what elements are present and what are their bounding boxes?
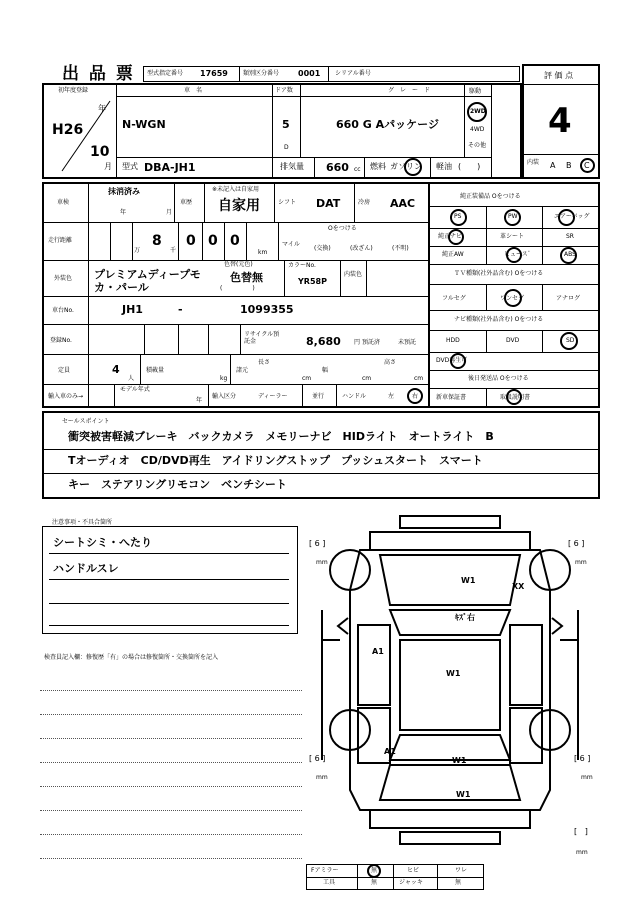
dim-height: 高さ (384, 359, 397, 366)
tire-fl-value: 6 (314, 539, 320, 548)
equip-aw: 純正AW (442, 251, 464, 258)
mark-xx-front-right: XX (512, 582, 525, 591)
tire-fl-unit: mm (316, 559, 328, 566)
nav-hdd: HDD (446, 337, 460, 344)
ac-label: 冷房 (358, 199, 371, 206)
class-no-value: 0001 (298, 69, 321, 78)
nav-label: ナビ種類(社外品含む) Oをつける (454, 316, 544, 323)
model-value: DBA-JH1 (144, 161, 196, 174)
fuel-circle (404, 158, 422, 176)
ac-value: AAC (390, 197, 416, 210)
drive-2wd: 2WD (470, 108, 486, 115)
tire-fr-value: 6 (573, 539, 579, 548)
sales-line-1: 衝突被害軽減ブレーキ バックカメラ メモリーナビ HIDライト オートライト B (68, 430, 494, 443)
first-reg-month: 10 (90, 144, 110, 160)
doors-label: ドア数 (275, 87, 293, 94)
serial-cell (328, 66, 520, 82)
tire-rr-value: 6 (579, 754, 585, 763)
fuel-label: 燃料 (370, 162, 386, 171)
inspection-year-unit: 年 (120, 209, 127, 216)
form-title: 出 品 票 (62, 64, 135, 84)
score-value: 4 (548, 101, 572, 141)
chassis-no: 1099355 (240, 303, 294, 316)
diesel-label: 軽油 (436, 162, 452, 171)
type-no-label: 型式指定番号 (147, 70, 184, 77)
equip-fuse: ヒュース゛ (504, 251, 534, 258)
after-manual-circle (506, 389, 522, 405)
tv-fullseg: フルセグ (442, 295, 466, 302)
tv-oneseg-circle (504, 289, 522, 307)
equip-airbag: エアーバッグ (554, 213, 590, 220)
mark-w1-bumper: W1 (456, 790, 471, 799)
nav-dvd-play-circle (450, 353, 466, 369)
mark-a1-left-front: A1 (372, 647, 384, 656)
color-change-label: 色替(元色) (224, 261, 253, 268)
equip-abs: ABS (564, 251, 576, 258)
dims-label: 諸元 (236, 367, 249, 374)
handle-left: 左 (388, 393, 395, 400)
equip-navi-circle (448, 229, 464, 245)
tire-spare: [ ] (574, 827, 588, 836)
drive-4wd: 4WD (470, 126, 485, 133)
usage-note: ※未記入は自家用 (212, 186, 260, 193)
sales-line-3: キー ステアリングリモコン ベンチシート (68, 478, 287, 491)
tire-fl: [ 6 ] (309, 539, 326, 548)
footer-mirror-value: 無 (371, 867, 378, 874)
class-no-label: 類別区分番号 (243, 70, 280, 77)
dim-length-unit: cm (302, 375, 312, 382)
sales-line-2: Tオーディオ CD/DVD再生 アイドリングストップ プッシュスタート スマート (68, 454, 483, 467)
recycle-label: リサイクル預託金 (244, 331, 280, 345)
meter-opt-exchange: (交換) (314, 245, 331, 252)
type-no-cell (143, 66, 240, 82)
footer-mirror-label: Fアミラー (311, 867, 339, 874)
tv-label: ＴＶ種類(社外品含む) Oをつける (454, 270, 544, 277)
interior-c-circle (580, 158, 595, 173)
serial-label: シリアル番号 (335, 70, 371, 77)
equip-navi: 純正ナビ (438, 233, 463, 240)
tire-rr: [ 6 ] (574, 754, 591, 763)
mileage-digit-3: 0 (230, 233, 240, 249)
interior-c: C (584, 161, 590, 170)
recycle-value: 8,680 (306, 335, 341, 348)
import-dealer: ディーラー (258, 393, 288, 400)
model-label: 型式 (122, 162, 138, 171)
equip-ps: PS (454, 213, 462, 220)
mark-w1-rear: W1 (452, 756, 467, 765)
mark-a1-left-rear: A1 (384, 747, 396, 756)
mileage-digit-2: 0 (208, 233, 218, 249)
sales-label: セールスポイント (62, 418, 110, 425)
after-label: 後日発送品 Oをつける (468, 375, 529, 382)
seats-unit: 人 (128, 375, 135, 382)
notes-box (42, 526, 298, 634)
usage-value: 自家用 (218, 198, 260, 214)
nav-sd: SD (566, 337, 575, 344)
notes-label: 注意事項・不具合箇所 (52, 519, 113, 526)
genuine-label: 純正装備品 Oをつける (460, 193, 521, 200)
interior-b: B (566, 161, 572, 170)
equip-pw: PW (508, 213, 518, 220)
color-change-paren: ( ) (220, 285, 255, 292)
score-box (522, 64, 600, 179)
after-warranty: 新車保証書 (436, 394, 467, 401)
mark-w1-front: W1 (461, 576, 476, 585)
mileage-unit-man: 万 (134, 247, 141, 254)
displacement-value: 660 (326, 161, 349, 174)
inspector-label: 検査員記入欄：修復歴「有」の場合は修復箇所・交換箇所を記入 (44, 654, 219, 661)
load-unit: kg (220, 375, 228, 382)
interior-color-label: 内装色 (344, 271, 363, 278)
equip-fuse-circle (506, 247, 522, 263)
car-name-label: 車 名 (184, 87, 203, 94)
equip-abs-circle (560, 247, 577, 264)
mileage-label: 走行距離 (48, 237, 73, 244)
mark-scratch-right: ｷｽﾞ右 (455, 613, 475, 622)
load-label: 積載量 (146, 367, 165, 374)
mileage-unit-km: km (258, 249, 268, 256)
footer-jack-label: ジャッキ (399, 879, 423, 886)
dim-width-unit: cm (362, 375, 372, 382)
note-line-1: シートシミ・へたり (53, 536, 152, 549)
drive-label: 駆動 (469, 88, 482, 95)
import-only-label: 輸入車のみ→ (48, 393, 84, 400)
fuel-value: ガソリン (390, 162, 422, 171)
drive-other: その他 (468, 142, 487, 149)
year-unit: 年 (98, 104, 106, 113)
tire-rr-unit: mm (581, 774, 593, 781)
diesel-paren: ( ) (458, 162, 481, 171)
seats-value: 4 (112, 363, 120, 376)
inspection-label: 車検 (57, 199, 70, 206)
tire-fr-unit: mm (575, 559, 587, 566)
footer-table (306, 864, 484, 890)
grade-label: グ レ ー ド (388, 87, 431, 94)
nav-sd-circle (560, 332, 578, 350)
model-year-label: モデル年式 (120, 386, 150, 393)
equip-pw-circle (504, 209, 521, 226)
displacement-unit: cc (354, 166, 361, 173)
equip-sr: SR (566, 233, 574, 240)
dim-height-unit: cm (414, 375, 424, 382)
shift-value: DAT (316, 197, 341, 210)
import-parallel: 並行 (312, 393, 325, 400)
recycle-not-deposited: 未預託 (398, 339, 417, 346)
type-no-value: 17659 (200, 69, 228, 78)
doors-value: 5 (282, 118, 290, 131)
tv-oneseg: ワンセグ (500, 295, 525, 302)
meter-note: Oをつける (328, 225, 357, 232)
tire-rl: [ 6 ] (309, 754, 326, 763)
car-info-box (42, 83, 522, 179)
interior-label: 内装 (527, 159, 540, 166)
recycle-unit: 円 (354, 339, 361, 346)
doors-d: D (284, 144, 289, 151)
color-value: プレミアムディープモ カ・パール (94, 268, 201, 295)
equip-ps-circle (450, 209, 467, 226)
color-no-value: YR58P (298, 277, 327, 286)
color-label: 外装色 (54, 275, 73, 282)
import-class-label: 輸入区分 (212, 393, 237, 400)
inspection-value: 抹消済み (108, 187, 140, 196)
grade-value: 660 G Aパッケージ (336, 118, 439, 131)
nav-dvd-play: DVD再生可 (436, 357, 468, 364)
score-label: 評 価 点 (544, 71, 574, 80)
footer-tools-value: 無 (371, 879, 378, 886)
note-line-2: ハンドルスレ (53, 562, 119, 575)
car-name: N-WGN (122, 118, 166, 131)
model-year-unit: 年 (196, 397, 203, 404)
after-manual: 取扱説明書 (500, 394, 531, 401)
month-unit: 月 (104, 162, 112, 171)
handle-right-circle (407, 388, 423, 404)
footer-jack-value: 無 (455, 879, 462, 886)
dim-length: 長さ (258, 359, 271, 366)
reg-no-label: 登録No. (50, 337, 72, 344)
mileage-digit-1: 0 (186, 233, 196, 249)
tv-analog: アナログ (556, 295, 581, 302)
displacement-label: 排気量 (280, 162, 304, 171)
equip-airbag-circle (558, 209, 575, 226)
tire-spare-unit: mm (576, 849, 588, 856)
car-damage-diagram (300, 510, 600, 860)
color-no-label: カラーNo. (288, 262, 316, 269)
equip-leather: 革シート (500, 233, 525, 240)
handle-label: ハンドル (342, 393, 367, 400)
handle-right: 右 (412, 393, 419, 400)
footer-tools-label: 工具 (323, 879, 336, 886)
tire-rl-unit: mm (316, 774, 328, 781)
mark-w1-roof: W1 (446, 669, 461, 678)
first-reg-year: H26 (52, 122, 84, 138)
inspection-month-unit: 月 (166, 209, 173, 216)
nav-dvd: DVD (506, 337, 520, 344)
usage-label: 車歴 (180, 199, 193, 206)
meter-opt-unknown: (不明) (392, 245, 409, 252)
footer-crack-label: ヒビ (407, 867, 420, 874)
shift-label: シフト (278, 199, 297, 206)
tire-fr: [ 6 ] (568, 539, 585, 548)
mileage-man: 8 (152, 233, 162, 249)
chassis-prefix: JH1 (122, 303, 143, 316)
mileage-unit-sen: 千 (170, 247, 177, 254)
class-no-cell (239, 66, 329, 82)
drive-2wd-circle (467, 102, 487, 122)
recycle-deposited: 預託済 (362, 339, 381, 346)
details-box (42, 182, 430, 408)
chassis-dash: - (178, 303, 183, 316)
meter-label: マイル (282, 241, 300, 248)
equipment-box (428, 182, 600, 408)
dim-width: 幅 (322, 367, 329, 374)
seats-label: 定員 (58, 367, 71, 374)
first-reg-label: 初年度登録 (58, 87, 89, 94)
interior-a: A (550, 161, 556, 170)
footer-mirror-circle (367, 864, 381, 878)
sales-points-box (42, 411, 600, 499)
chassis-label: 車台No. (52, 307, 74, 314)
color-change-value: 色替無 (230, 271, 263, 284)
meter-opt-tampered: (改ざん) (350, 245, 373, 252)
footer-break-label: ワレ (455, 867, 468, 874)
tire-rl-value: 6 (314, 754, 320, 763)
